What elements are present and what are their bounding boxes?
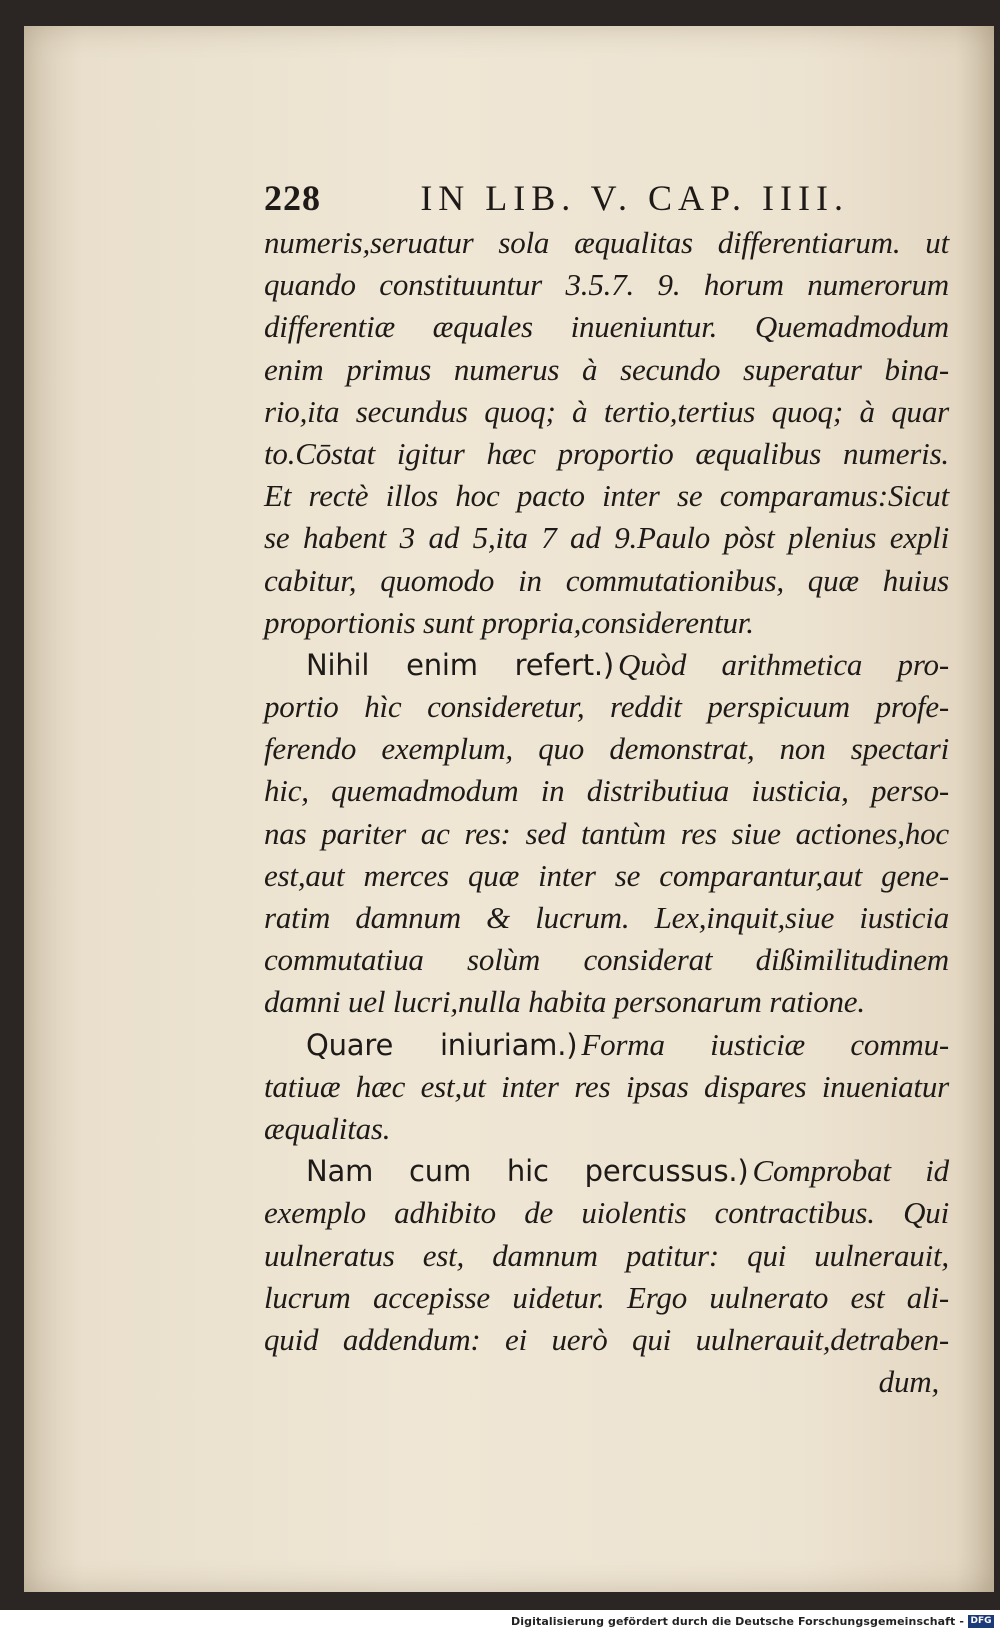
funding-credit: Digitalisierung gefördert durch die Deutsche Forschungsgemeinschaft - [511, 1615, 964, 1628]
lemma-heading: Nam cum hic percussus.) [306, 1154, 749, 1189]
text-line: est,aut merces quæ inter se comparantur,aut gene- [264, 857, 949, 893]
catchword: dum, [878, 1364, 939, 1400]
paragraph-first-line [264, 1150, 949, 1192]
digitization-footer [0, 1610, 1000, 1635]
dfg-logo: DFG [968, 1615, 994, 1628]
text-line: enim primus numerus à secundo superatur bina- [264, 351, 949, 387]
text-line: se habent 3 ad 5,ita 7 ad 9.Paulo pòst plenius expli [264, 520, 949, 556]
text-line: damni uel lucri,nulla habita personarum ratione. [264, 984, 865, 1020]
paragraph-first-line [264, 1024, 949, 1066]
text-line: proportionis sunt propria,considerentur. [264, 604, 754, 640]
text-line: ratim damnum & lucrum. Lex,inquit,siue iusticia [264, 900, 949, 935]
text-line: lucrum accepisse uidetur. Ergo uulnerato est ali- [264, 1279, 949, 1315]
running-head [264, 174, 849, 222]
text-run: Forma iusticiæ commu- [581, 1026, 950, 1062]
paragraph-first-line [264, 644, 949, 686]
text-line: Et rectè illos hoc pacto inter se comparamus:Sicut [264, 478, 949, 514]
book-page [24, 26, 994, 1592]
text-line: numeris,seruatur sola æqualitas differentiarum. ut [264, 225, 949, 260]
text-line: to.Cōstat igitur hæc proportio æqualibus numeris. [264, 435, 949, 471]
text-line: nas pariter ac res: sed tantùm res siue actiones,hoc [264, 815, 949, 851]
page-text [264, 174, 949, 1403]
text-line: rio,ita secundus quoq; à tertio,tertius quoq; à quar [264, 393, 949, 429]
running-title: IN LIB. V. CAP. IIII. [420, 178, 849, 218]
text-line: æqualitas. [264, 1110, 391, 1146]
text-run: Quòd arithmetica pro- [618, 646, 949, 682]
lemma-heading: Quare iniuriam.) [306, 1027, 578, 1062]
text-line: cabitur, quomodo in commutationibus, quæ huius [264, 562, 949, 598]
lemma-heading: Nihil enim refert.) [306, 647, 615, 682]
text-line: portio hìc consideretur, reddit perspicuum profe- [264, 689, 949, 725]
text-line: quid addendum: ei uerò qui uulnerauit,detraben- [264, 1321, 949, 1357]
text-line: hic, quemadmodum in distributiua iusticia, perso- [264, 773, 949, 809]
text-line: tatiuæ hæc est,ut inter res ipsas dispares inueniatur [264, 1068, 949, 1104]
text-line: commutatiua solùm considerat dißimilitudinem [264, 942, 949, 978]
text-line: uulneratus est, damnum patitur: qui uulnerauit, [264, 1237, 949, 1273]
text-line: ferendo exemplum, quo demonstrat, non spectari [264, 731, 949, 767]
text-line: exemplo adhibito de uiolentis contractibus. Qui [264, 1195, 949, 1231]
text-run: Comprobat id [752, 1153, 949, 1189]
text-line: differentiæ æquales inueniuntur. Quemadmodum [264, 309, 949, 345]
text-line: quando constituuntur 3.5.7. 9. horum numerorum [264, 267, 949, 303]
page-number: 228 [264, 178, 321, 218]
